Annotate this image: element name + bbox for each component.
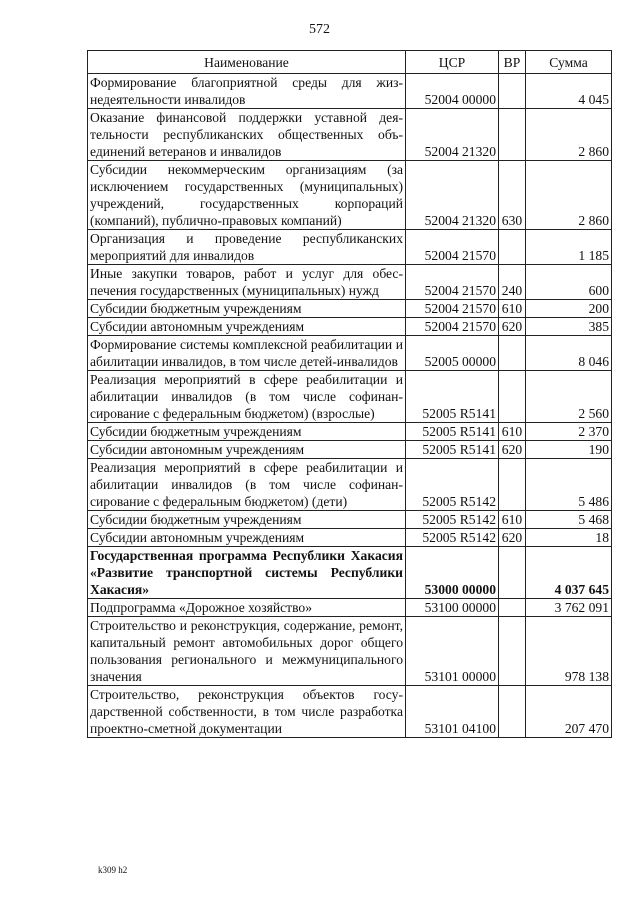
cell-sum: 8 046 (526, 336, 612, 371)
cell-vr (499, 230, 526, 265)
cell-vr (499, 74, 526, 109)
table-row (88, 74, 612, 109)
cell-name: Субсидии автономным учреждениям (88, 441, 406, 459)
cell-csr: 52005 R5141 (406, 371, 499, 423)
cell-vr: 620 (499, 529, 526, 547)
cell-vr (499, 686, 526, 738)
table-row (88, 109, 612, 161)
document-code: k309 h2 (98, 865, 128, 875)
cell-sum: 200 (526, 300, 612, 318)
table-row (88, 599, 612, 617)
cell-sum: 5 486 (526, 459, 612, 511)
cell-sum: 18 (526, 529, 612, 547)
cell-csr: 53101 04100 (406, 686, 499, 738)
cell-sum: 978 138 (526, 617, 612, 686)
header-sum: Сумма (526, 51, 612, 74)
cell-csr: 52004 21570 (406, 265, 499, 300)
cell-csr: 52004 00000 (406, 74, 499, 109)
cell-name: Оказание финансовой поддержки уставной деятельности республиканских общественных объединений ветеранов и инвалидов (88, 109, 406, 161)
cell-name: Организация и проведение республиканских мероприятий для инвалидов (88, 230, 406, 265)
table-row (88, 617, 612, 686)
table-row (88, 441, 612, 459)
table-row (88, 371, 612, 423)
cell-vr (499, 459, 526, 511)
header-name: Наименование (88, 51, 406, 74)
cell-sum: 2 860 (526, 161, 612, 230)
cell-csr: 52004 21320 (406, 161, 499, 230)
table-body (88, 74, 612, 738)
cell-vr (499, 109, 526, 161)
table-row (88, 511, 612, 529)
table-row (88, 318, 612, 336)
cell-name: Субсидии бюджетным учреждениям (88, 423, 406, 441)
cell-name: Субсидии бюджетным учреждениям (88, 511, 406, 529)
cell-csr: 53100 00000 (406, 599, 499, 617)
cell-vr: 610 (499, 511, 526, 529)
cell-csr: 53000 00000 (406, 547, 499, 599)
page-number: 572 (309, 22, 330, 37)
cell-vr (499, 547, 526, 599)
table-row (88, 230, 612, 265)
table-header-row (88, 51, 612, 74)
cell-name: Реализация мероприятий в сфере реабилитации и абилитации инвалидов (в том числе софинансирование с федеральным бюджетом) (дети) (88, 459, 406, 511)
table-row (88, 547, 612, 599)
cell-sum: 3 762 091 (526, 599, 612, 617)
cell-vr (499, 371, 526, 423)
cell-vr (499, 336, 526, 371)
cell-sum: 5 468 (526, 511, 612, 529)
cell-vr: 620 (499, 441, 526, 459)
cell-sum: 600 (526, 265, 612, 300)
cell-vr: 610 (499, 300, 526, 318)
cell-csr: 52004 21570 (406, 318, 499, 336)
cell-vr (499, 617, 526, 686)
cell-sum: 2 560 (526, 371, 612, 423)
cell-name: Строительство и реконструкция, содержание, ремонт, капитальный ремонт автомобильных дорог общего пользования регионального и межмуниципального значения (88, 617, 406, 686)
cell-name: Формирование системы комплексной реабилитации и абилитации инвалидов, в том числе детей-инвалидов (88, 336, 406, 371)
cell-csr: 52005 R5141 (406, 423, 499, 441)
cell-name: Субсидии некоммерческим организациям (за исключением государственных (муниципальных) учреждений, государственных корпораций (компаний), публично-правовых компаний) (88, 161, 406, 230)
table-row (88, 265, 612, 300)
cell-sum: 2 370 (526, 423, 612, 441)
cell-csr: 53101 00000 (406, 617, 499, 686)
cell-csr: 52005 00000 (406, 336, 499, 371)
table-row (88, 300, 612, 318)
cell-name: Иные закупки товаров, работ и услуг для обеспечения государственных (муниципальных) нужд (88, 265, 406, 300)
table-row (88, 161, 612, 230)
budget-table (87, 50, 612, 738)
cell-name: Субсидии автономным учреждениям (88, 318, 406, 336)
cell-vr: 620 (499, 318, 526, 336)
table-row (88, 423, 612, 441)
cell-csr: 52005 R5142 (406, 529, 499, 547)
table-row (88, 686, 612, 738)
cell-name: Государственная программа Республики Хакасия «Развитие транспортной системы Республики Хакасия» (88, 547, 406, 599)
cell-sum: 2 860 (526, 109, 612, 161)
cell-name: Реализация мероприятий в сфере реабилитации и абилитации инвалидов (в том числе софинансирование с федеральным бюджетом) (взрослые) (88, 371, 406, 423)
cell-sum: 190 (526, 441, 612, 459)
cell-name: Формирование благоприятной среды для жизнедеятельности инвалидов (88, 74, 406, 109)
cell-csr: 52004 21570 (406, 300, 499, 318)
cell-name: Субсидии бюджетным учреждениям (88, 300, 406, 318)
cell-csr: 52004 21570 (406, 230, 499, 265)
cell-csr: 52005 R5141 (406, 441, 499, 459)
cell-vr: 630 (499, 161, 526, 230)
table-row (88, 336, 612, 371)
table-row (88, 529, 612, 547)
cell-csr: 52005 R5142 (406, 511, 499, 529)
cell-sum: 4 037 645 (526, 547, 612, 599)
cell-sum: 385 (526, 318, 612, 336)
table-row (88, 459, 612, 511)
header-csr: ЦСР (406, 51, 499, 74)
cell-name: Строительство, реконструкция объектов государственной собственности, в том числе разработка проектно-сметной документации (88, 686, 406, 738)
cell-csr: 52004 21320 (406, 109, 499, 161)
cell-vr: 240 (499, 265, 526, 300)
cell-sum: 4 045 (526, 74, 612, 109)
cell-csr: 52005 R5142 (406, 459, 499, 511)
cell-vr: 610 (499, 423, 526, 441)
cell-sum: 207 470 (526, 686, 612, 738)
cell-sum: 1 185 (526, 230, 612, 265)
header-vr: ВР (499, 51, 526, 74)
cell-name: Субсидии автономным учреждениям (88, 529, 406, 547)
cell-name: Подпрограмма «Дорожное хозяйство» (88, 599, 406, 617)
cell-vr (499, 599, 526, 617)
